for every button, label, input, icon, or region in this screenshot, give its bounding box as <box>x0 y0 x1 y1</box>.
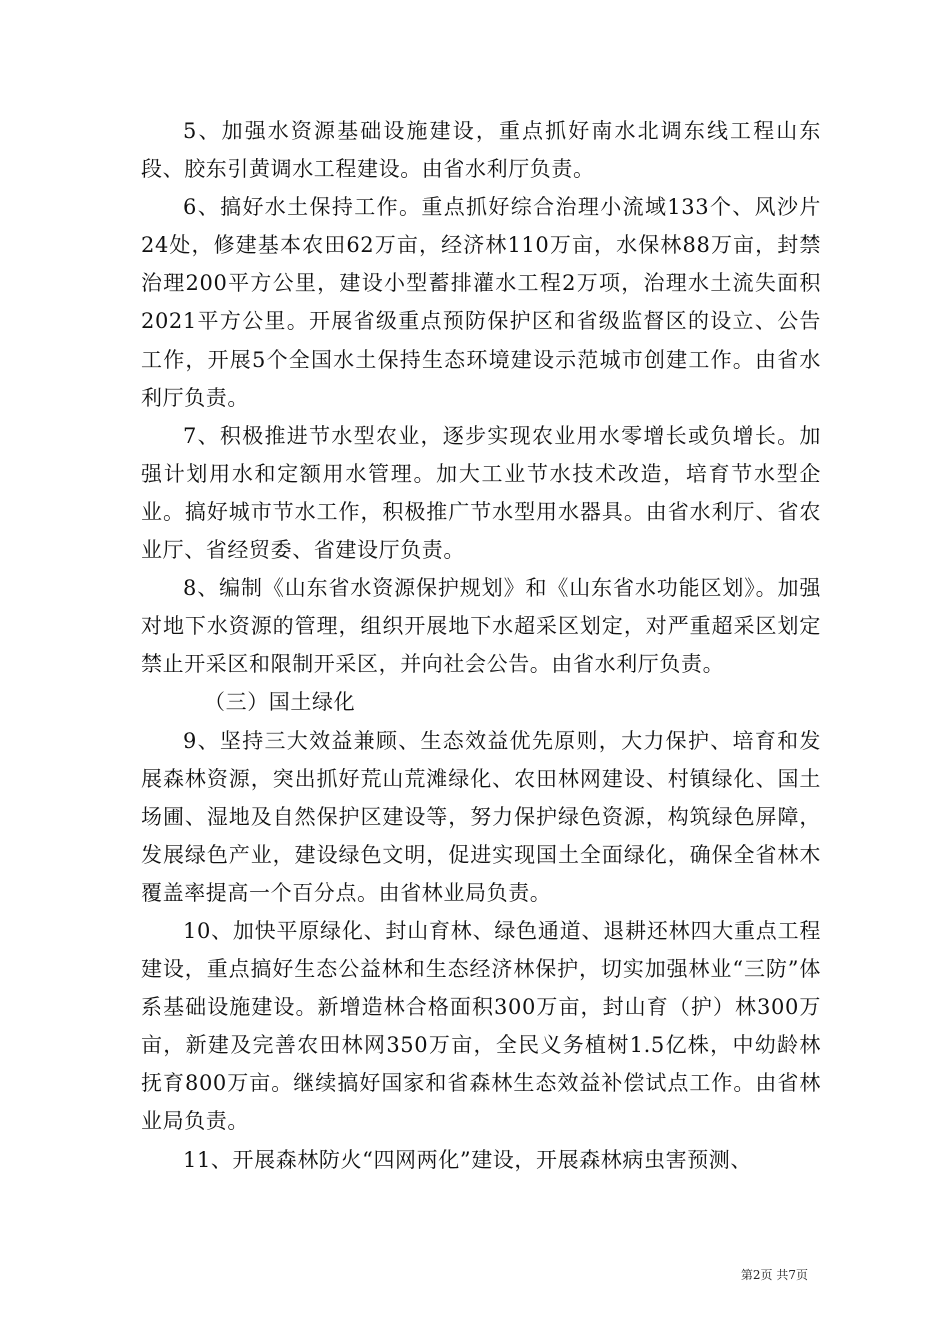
paragraph-5: 5、加强水资源基础设施建设，重点抓好南水北调东线工程山东段、胶东引黄调水工程建设。由省水利厅负责。 <box>141 119 821 182</box>
paragraph-10: 10、加快平原绿化、封山育林、绿色通道、退耕还林四大重点工程建设，重点搞好生态公益林和生态经济林保护，切实加强林业“三防”体系基础设施建设。新增造林合格面积300万亩，封山育（护）林300万亩，新建及完善农田林网350万亩，全民义务植树1.5亿株，中幼龄林抚育800万亩。继续搞好国家和省森林生态效益补偿试点工作。由省林业局负责。 <box>141 918 821 1134</box>
section-heading-land-greening: （三）国土绿化 <box>204 690 356 715</box>
paragraph-8: 8、编制《山东省水资源保护规划》和《山东省水功能区划》。加强对地下水资源的管理，组织开展地下水超采区划定，对严重超采区划定禁止开采区和限制开采区，并向社会公告。由省水利厅负责。 <box>141 576 821 677</box>
paragraph-6: 6、搞好水土保持工作。重点抓好综合治理小流域133个、风沙片24处，修建基本农田62万亩，经济林110万亩，水保林88万亩，封禁治理200平方公里，建设小型蓄排灌水工程2万项，治理水土流失面积2021平方公里。开展省级重点预防保护区和省级监督区的设立、公告工作，开展5个全国水土保持生态环境建设示范城市创建工作。由省水利厅负责。 <box>141 195 821 410</box>
paragraph-11: 11、开展森林防火“四网两化”建设，开展森林病虫害预测、 <box>183 1147 752 1172</box>
page-number: 第2页 共7页 <box>740 1268 808 1282</box>
paragraph-9: 9、坚持三大效益兼顾、生态效益优先原则，大力保护、培育和发展森林资源，突出抓好荒山荒滩绿化、农田林网建设、村镇绿化、国土场圃、湿地及自然保护区建设等，努力保护绿色资源，构筑绿色屏障，发展绿色产业，建设绿色文明，促进实现国土全面绿化，确保全省林木覆盖率提高一个百分点。由省林业局负责。 <box>141 728 821 905</box>
document-body <box>141 112 821 1179</box>
paragraph-7: 7、积极推进节水型农业，逐步实现农业用水零增长或负增长。加强计划用水和定额用水管理。加大工业节水技术改造，培育节水型企业。搞好城市节水工作，积极推广节水型用水器具。由省水利厅、省农业厅、省经贸委、省建设厅负责。 <box>141 423 821 563</box>
